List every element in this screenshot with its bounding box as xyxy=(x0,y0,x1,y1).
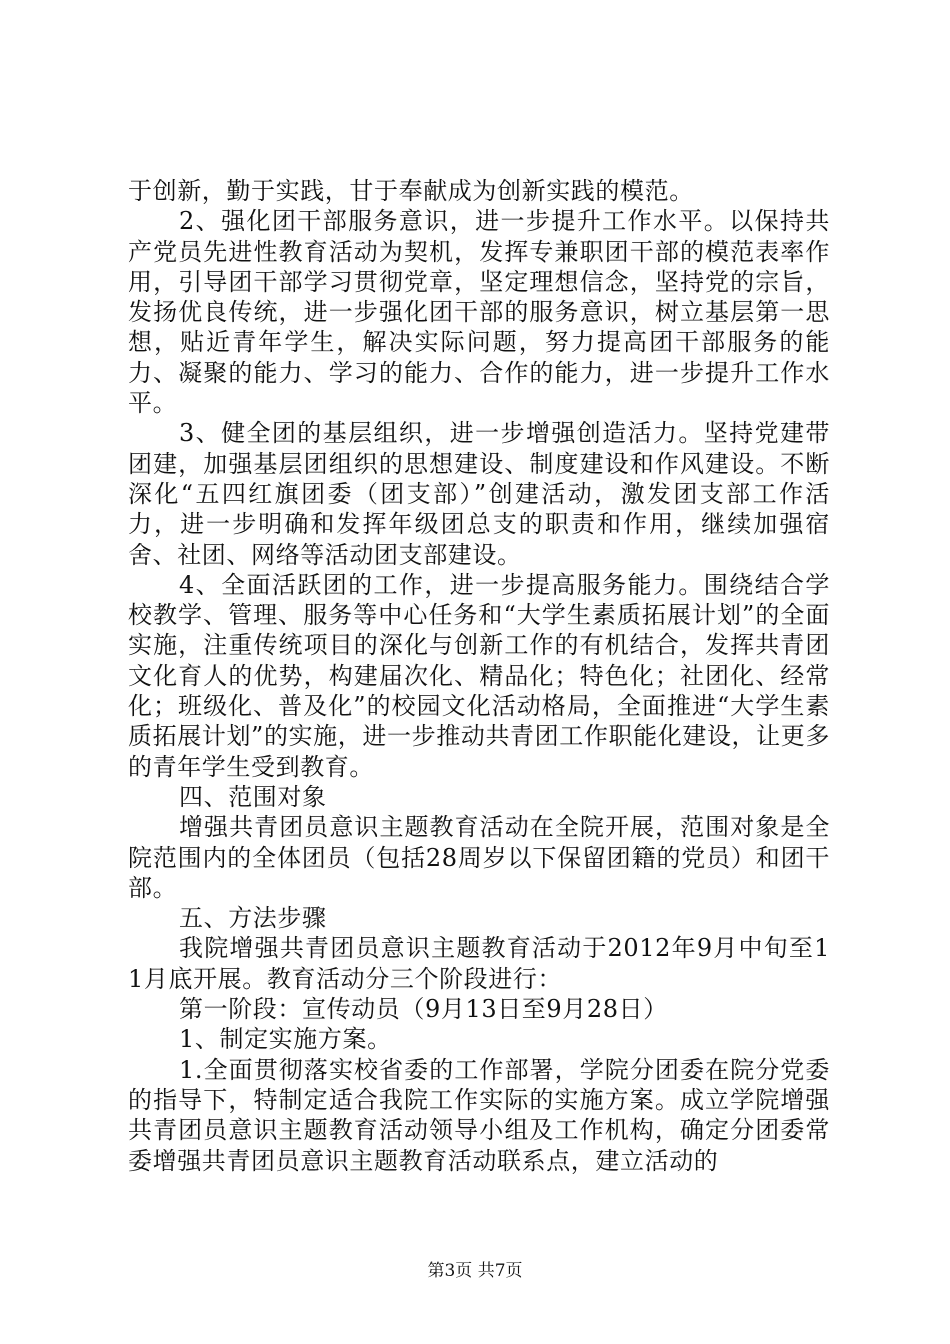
page-footer: 第3页 共7页 xyxy=(427,1261,523,1281)
subheading-plan: 1、制定实施方案。 xyxy=(179,1025,392,1054)
paragraph-steps: 我院增强共青团员意识主题教育活动于2012年9月中旬至11月底开展。教育活动分三个阶段进行： xyxy=(128,934,830,993)
document-body xyxy=(128,176,830,1176)
section-heading-steps: 五、方法步骤 xyxy=(179,904,327,933)
paragraph-1: 于创新，勤于实践，甘于奉献成为创新实践的模范。 xyxy=(128,177,694,205)
paragraph-3: 3、健全团的基层组织，进一步增强创造活力。坚持党建带团建，加强基层团组织的思想建设、制度建设和作风建设。不断深化“五四红旗团委（团支部）”创建活动，激发团支部工作活力，进一步明确和发挥年级团总支的职责和作用，继续加强宿舍、社团、网络等活动团支部建设。 xyxy=(128,419,830,569)
paragraph-plan: 1.全面贯彻落实校省委的工作部署，学院分团委在院分党委的指导下，特制定适合我院工作实际的实施方案。成立学院增强共青团员意识主题教育活动领导小组及工作机构，确定分团委常委增强共青团员意识主题教育活动联系点，建立活动的 xyxy=(128,1055,830,1175)
paragraph-2: 2、强化团干部服务意识，进一步提升工作水平。以保持共产党员先进性教育活动为契机，发挥专兼职团干部的模范表率作用，引导团干部学习贯彻党章，坚定理想信念，坚持党的宗旨，发扬优良传统，进一步强化团干部的服务意识，树立基层第一思想，贴近青年学生，解决实际问题，努力提高团干部服务的能力、凝聚的能力、学习的能力、合作的能力，进一步提升工作水平。 xyxy=(128,207,830,418)
paragraph-scope: 增强共青团员意识主题教育活动在全院开展，范围对象是全院范围内的全体团员（包括28周岁以下保留团籍的党员）和团干部。 xyxy=(128,813,830,902)
stage-one-heading: 第一阶段：宣传动员（9月13日至9月28日） xyxy=(179,995,668,1024)
section-heading-scope: 四、范围对象 xyxy=(179,782,327,811)
paragraph-4: 4、全面活跃团的工作，进一步提高服务能力。围绕结合学校教学、管理、服务等中心任务和“大学生素质拓展计划”的全面实施，注重传统项目的深化与创新工作的有机结合，发挥共青团文化育人的优势，构建届次化、精品化；特色化；社团化、经常化；班级化、普及化”的校园文化活动格局，全面推进“大学生素质拓展计划”的实施，进一步推动共青团工作职能化建设，让更多的青年学生受到教育。 xyxy=(128,570,830,781)
